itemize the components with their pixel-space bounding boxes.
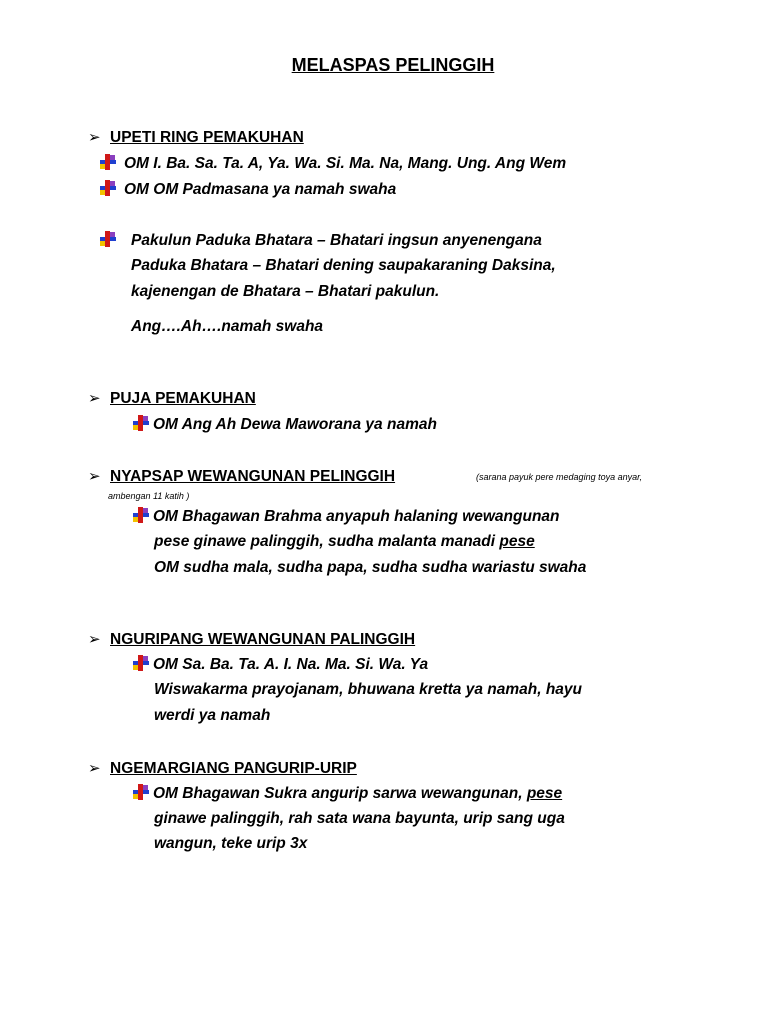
page-title: MELASPAS PELINGGIH xyxy=(291,55,495,75)
arrow-right-icon: ➢ xyxy=(88,129,101,146)
section-heading-nguripang: ➢ NGURIPANG WEWANGUNAN PALINGGIH xyxy=(88,631,416,648)
paragraph-line: Pakulun Paduka Bhatara – Bhatari ingsun anyenengana xyxy=(98,231,542,250)
list-item: OM OM Padmasana ya namah swaha xyxy=(98,180,396,199)
paragraph-line: kajenengan de Bhatara – Bhatari pakulun. xyxy=(131,283,440,300)
arrow-right-icon: ➢ xyxy=(88,631,101,648)
paragraph-line: pese ginawe palinggih, sudha malanta manadi pese xyxy=(154,533,535,550)
paragraph-line: OM sudha mala, sudha papa, sudha sudha wariastu swaha xyxy=(154,559,587,576)
list-item: OM Ang Ah Dewa Maworana ya namah xyxy=(131,415,437,434)
paragraph-line: wangun, teke urip 3x xyxy=(154,835,308,852)
paragraph-line: Paduka Bhatara – Bhatari dening saupakaraning Daksina, xyxy=(131,257,556,274)
arrow-right-icon: ➢ xyxy=(88,468,101,485)
cross-bullet-icon xyxy=(98,231,118,247)
cross-bullet-icon xyxy=(98,180,118,196)
list-item: OM Sa. Ba. Ta. A. I. Na. Ma. Si. Wa. Ya xyxy=(131,655,428,674)
list-item: OM I. Ba. Sa. Ta. A, Ya. Wa. Si. Ma. Na, Mang. Ung. Ang Wem xyxy=(98,154,566,173)
cross-bullet-icon xyxy=(131,784,151,800)
arrow-right-icon: ➢ xyxy=(88,760,101,777)
section-heading-ngemargiang: ➢ NGEMARGIANG PANGURIP-URIP xyxy=(88,760,357,777)
cross-bullet-icon xyxy=(131,655,151,671)
cross-bullet-icon xyxy=(131,415,151,431)
note-text: ambengan 11 katih ) xyxy=(108,491,190,501)
paragraph-line: werdi ya namah xyxy=(154,707,271,724)
note-text: (sarana payuk pere medaging toya anyar, xyxy=(476,472,643,482)
section-heading-puja: ➢ PUJA PEMAKUHAN xyxy=(88,390,256,407)
section-heading-nyapsap: ➢ NYAPSAP WEWANGUNAN PELINGGIH xyxy=(88,468,396,485)
list-item: OM Bhagawan Brahma anyapuh halaning wewangunan xyxy=(131,507,560,526)
section-heading-upeti: ➢ UPETI RING PEMAKUHAN xyxy=(88,129,304,146)
list-item: OM Bhagawan Sukra angurip sarwa wewangunan, pese xyxy=(131,784,562,803)
paragraph-line: Wiswakarma prayojanam, bhuwana kretta ya namah, hayu xyxy=(154,681,582,698)
paragraph-line: Ang….Ah….namah swaha xyxy=(131,318,324,335)
arrow-right-icon: ➢ xyxy=(88,390,101,407)
paragraph-line: ginawe palinggih, rah sata wana bayunta, urip sang uga xyxy=(154,810,565,827)
cross-bullet-icon xyxy=(131,507,151,523)
cross-bullet-icon xyxy=(98,154,118,170)
